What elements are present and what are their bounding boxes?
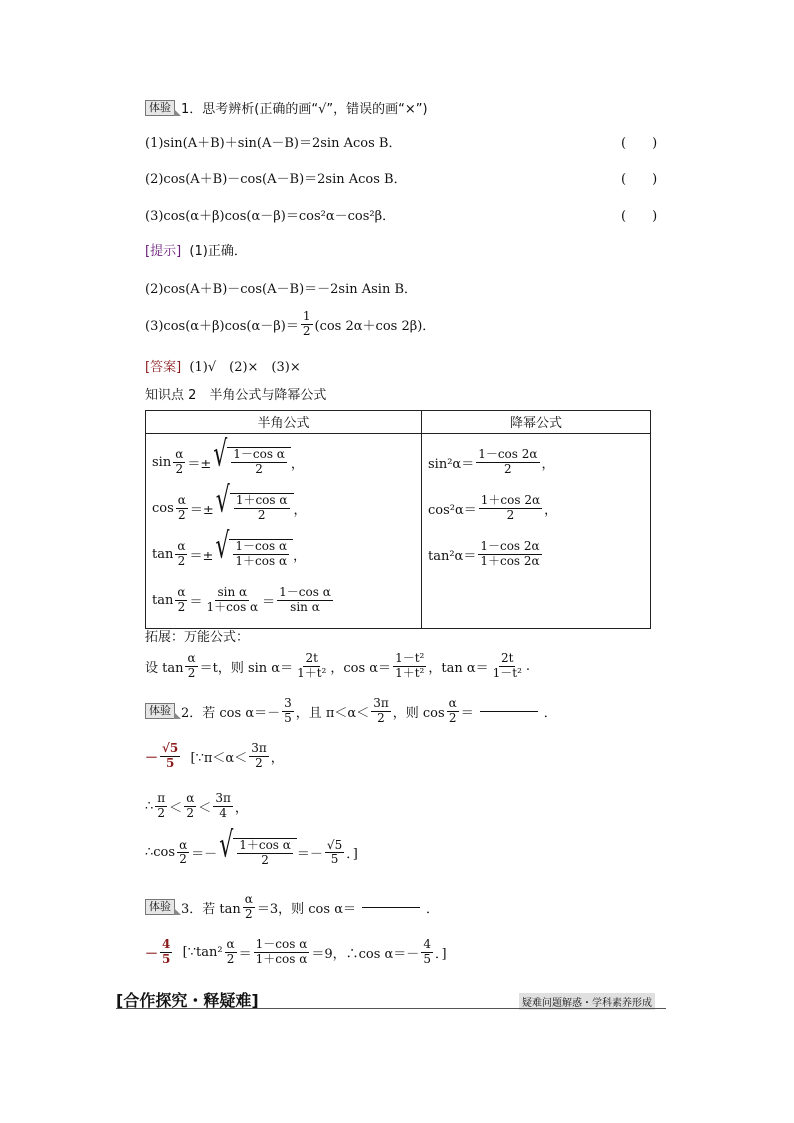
eq: ＝± <box>189 548 214 564</box>
q1-item-2 <box>145 168 407 187</box>
col-power-reduce: 降幂公式 <box>422 411 651 434</box>
frac-den: 2 <box>504 461 512 476</box>
end: ， <box>290 456 304 472</box>
frac-den: 4 <box>219 805 227 820</box>
frac-den: 1＋cos α <box>255 951 308 966</box>
ans-sign: － <box>145 946 159 962</box>
end: ， <box>293 548 307 564</box>
t4: ，tan α＝ <box>428 660 489 676</box>
end: ， <box>541 456 555 472</box>
frac-num: 1 <box>302 309 311 323</box>
tiyan-tag: 体验 <box>145 899 175 915</box>
eq: ＝－ <box>191 847 218 863</box>
frac-den: 2 <box>245 906 253 921</box>
hint-3-frac <box>301 310 313 339</box>
frac-den: 2 <box>179 852 187 867</box>
hint-2-text: (2)cos(A＋B)－cos(A－B)＝－2sin Asin B． <box>145 282 418 297</box>
frac-den: 2 <box>448 710 457 725</box>
t1: 设 tan <box>145 660 184 676</box>
col-half-angle: 半角公式 <box>146 411 422 434</box>
lt: ＜ <box>169 800 183 816</box>
tiyan-tag: 体验 <box>145 703 175 719</box>
half-cos <box>152 481 415 531</box>
q1-item-3-text: (3)cos(α＋β)cos(α－β)＝cos²α－cos²β． <box>145 209 396 224</box>
frac-den: 1＋cos 2α <box>480 553 540 568</box>
answer-text: (1)√ (2)× (3)× <box>189 360 301 375</box>
frac-den: 2 <box>261 852 269 867</box>
fn: tan²α＝ <box>428 548 477 564</box>
end: ．] <box>434 946 447 962</box>
q1-title-line <box>145 98 428 117</box>
formula-table <box>145 410 651 629</box>
lower-cos <box>428 485 644 531</box>
frac-den: sin α <box>290 599 320 614</box>
frac-den: 2 <box>255 462 263 476</box>
frac-num: 3π <box>251 741 267 755</box>
q1-item-1 <box>145 132 401 151</box>
frac-den: 2 <box>226 951 235 966</box>
hint-3-pre: (3)cos(α＋β)cos(α－β)＝ <box>145 318 299 334</box>
frac-num: π <box>157 791 166 805</box>
frac-num: 3π <box>373 696 389 710</box>
hint-1: (1)正确． <box>189 244 247 259</box>
q2-t1: 2．若 cos α＝－ <box>181 705 281 721</box>
q1-title: 1．思考辨析(正确的画“√”，错误的画“×”) <box>181 102 428 117</box>
frac-num: 1＋cos 2α <box>480 492 541 507</box>
frac-den: 2 <box>157 805 166 820</box>
lower-tan <box>428 531 644 577</box>
sqrt: √ $\frac{\text{1＋cos α}}{2}$ <box>219 838 297 868</box>
half-sin <box>152 435 415 485</box>
end: ， <box>293 502 307 518</box>
eq: ＝± <box>187 456 212 472</box>
eq: ＝ <box>238 946 252 962</box>
frac-num: α <box>244 892 253 906</box>
frac-num: 1－cos α <box>233 447 285 462</box>
frac-den: 2 <box>506 507 515 522</box>
fn: sin²α＝ <box>428 456 475 472</box>
t2: ＝t，则 sin α＝ <box>199 660 294 676</box>
end: ．] <box>346 847 358 863</box>
q3-t1: 3．若 tan <box>181 901 241 917</box>
frac-num: 1＋cos α <box>235 493 288 508</box>
tiyan-tag: 体验 <box>145 100 175 116</box>
frac-den: 1－t² <box>492 665 522 680</box>
q2-line <box>145 697 557 726</box>
root: 5 <box>334 837 343 852</box>
ans-root: 5 <box>169 741 179 755</box>
s3: ∴cos <box>145 845 176 861</box>
lower-sin <box>428 439 644 485</box>
hint-3-post: (cos 2α＋cos 2β)． <box>314 318 436 334</box>
frac-num: α <box>179 837 188 852</box>
frac-num: 1－t² <box>395 651 425 665</box>
eq: ＝－ <box>296 847 323 863</box>
frac-num: α <box>175 446 184 461</box>
frac-num: 1－cos 2α <box>478 446 538 461</box>
comma: ， <box>234 800 248 816</box>
kp2-title <box>145 384 326 403</box>
eq: ＝± <box>189 502 214 518</box>
fn: tan <box>152 546 174 562</box>
answer-blank[interactable] <box>480 710 538 712</box>
frac-den: 2 <box>186 805 195 820</box>
kp2-title-text: 知识点 2 半角公式与降幂公式 <box>145 388 327 403</box>
q3-t2: ＝3，则 cos α＝ <box>256 901 356 917</box>
ext-formula <box>145 652 530 681</box>
q1-item-3 <box>145 205 395 224</box>
frac-num: sin α <box>217 584 248 599</box>
q1-paren-1: ( ) <box>621 136 658 151</box>
q1-hint-2 <box>145 278 417 297</box>
frac-den: 1＋t² <box>395 665 425 680</box>
frac-den: 2 <box>175 461 184 476</box>
q1-item-2-text: (2)cos(A＋B)－cos(A－B)＝2sin Acos B． <box>145 172 407 187</box>
frac-num: α <box>187 651 196 665</box>
ext-label <box>145 626 249 645</box>
q2-t4: ＝ <box>460 705 474 721</box>
frac-num: 1－cos α <box>235 539 288 554</box>
q2-sol-1: － $\frac{√5}{5}$ [∵π＜α＜ $\frac{3\pi}{2}$ ， <box>145 741 284 770</box>
frac-num: 1＋cos α <box>239 838 291 852</box>
frac-den: 2 <box>257 508 266 522</box>
ext-label-text: 拓展：万能公式： <box>145 630 250 645</box>
lt: ＜ <box>198 800 212 816</box>
hint-label: [提示] <box>145 244 182 259</box>
q1-answer-line <box>145 356 301 375</box>
frac-den: 2 <box>177 553 186 568</box>
section-title: [合作探究・释疑难] <box>116 991 259 1010</box>
sqrt: √ $\frac{\text{1－cos α}}{\text{1＋cos α}}$ <box>215 539 293 569</box>
ans-sign: － <box>145 750 159 766</box>
frac-num: 3 <box>284 696 292 710</box>
frac-den: 2 <box>177 599 186 614</box>
frac-num: α <box>177 538 186 553</box>
frac-num: 2t <box>501 651 514 665</box>
sqrt: √ $\frac{\text{1－cos α}}{2}$ <box>213 447 291 477</box>
frac-num: 1－cos 2α <box>480 538 540 553</box>
q3-sol <box>145 938 447 967</box>
frac-den: 1＋t² <box>297 665 327 680</box>
frac-num: 4 <box>162 937 171 951</box>
frac-num: 1－cos α <box>255 937 308 951</box>
frac-num: α <box>186 791 195 805</box>
q2-t3: ，则 cos <box>392 705 445 721</box>
frac-num: 3π <box>215 791 231 805</box>
frac-num: 4 <box>423 937 431 951</box>
sqrt: √ $\frac{\text{1＋cos α}}{2}$ <box>216 493 294 523</box>
t5: . <box>525 658 531 674</box>
frac-den: 5 <box>162 951 171 966</box>
t3: ，cos α＝ <box>330 660 392 676</box>
q3-t3: ． <box>425 901 439 917</box>
frac-den: 5 <box>330 852 339 867</box>
q2-sol-2 <box>145 792 248 821</box>
fn: cos²α＝ <box>428 502 477 518</box>
s1e: ＝9，∴cos α＝－ <box>311 946 420 962</box>
frac-den: 2 <box>187 665 196 680</box>
q1-paren-2: ( ) <box>621 172 658 187</box>
frac-den: 5 <box>284 710 292 725</box>
frac-num: 2t <box>305 651 318 665</box>
frac-num: 1－cos α <box>279 584 331 599</box>
frac-den: 5 <box>165 755 175 770</box>
half-tan <box>152 527 415 577</box>
s1e: ， <box>270 750 284 766</box>
frac-num: α <box>448 696 457 710</box>
frac-den: 2 <box>302 323 311 338</box>
fn: cos <box>152 500 174 516</box>
half-tan-2: tan $\frac{\alpha}{2}$ ＝ $\frac{\text{sin α}}{\text{1＋cos α}}$ ＝ $\frac{\text{1－cos α}}{\text{sin α}}$ <box>152 584 331 614</box>
fn: sin <box>152 454 172 470</box>
q2-t2: ，且 π＜α＜ <box>295 705 370 721</box>
q1-hint-line <box>145 240 247 259</box>
q3-line <box>145 893 439 922</box>
power-reduce-cell <box>422 434 651 629</box>
frac-den: 5 <box>423 951 431 966</box>
frac-den: 2 <box>377 710 385 725</box>
end: ， <box>544 502 558 518</box>
frac-den: 1＋cos α <box>235 554 288 568</box>
s1: [∵tan² <box>182 944 223 960</box>
frac-den: 1＋cos α <box>206 599 259 614</box>
frac-num: α <box>226 937 235 951</box>
frac-den: 2 <box>178 507 186 522</box>
q1-paren-3: ( ) <box>621 209 658 224</box>
frac-num: α <box>177 492 186 507</box>
answer-blank[interactable] <box>362 906 420 908</box>
q2-t5: ． <box>543 705 557 721</box>
frac-den: 2 <box>255 755 263 770</box>
section-divider <box>116 1008 666 1009</box>
q1-item-1-text: (1)sin(A＋B)＋sin(A－B)＝2sin Acos B． <box>145 136 402 151</box>
q2-sol-3: ∴cos $\frac{\alpha}{2}$ ＝－ √ $\frac{\text{1＋cos α}}{2}$ ＝－ $\frac{√5}{5}$ ．] <box>145 825 358 867</box>
fn: tan <box>152 592 174 608</box>
q1-hint-3 <box>145 310 435 339</box>
s1: [∵π＜α＜ <box>190 750 248 766</box>
answer-label: [答案] <box>145 360 182 375</box>
section-subtitle: 疑难问题解惑・学科素养形成 <box>519 993 655 1010</box>
frac-num: α <box>177 584 186 599</box>
half-angle-cell <box>146 434 422 629</box>
s2: ∴ <box>145 798 154 814</box>
